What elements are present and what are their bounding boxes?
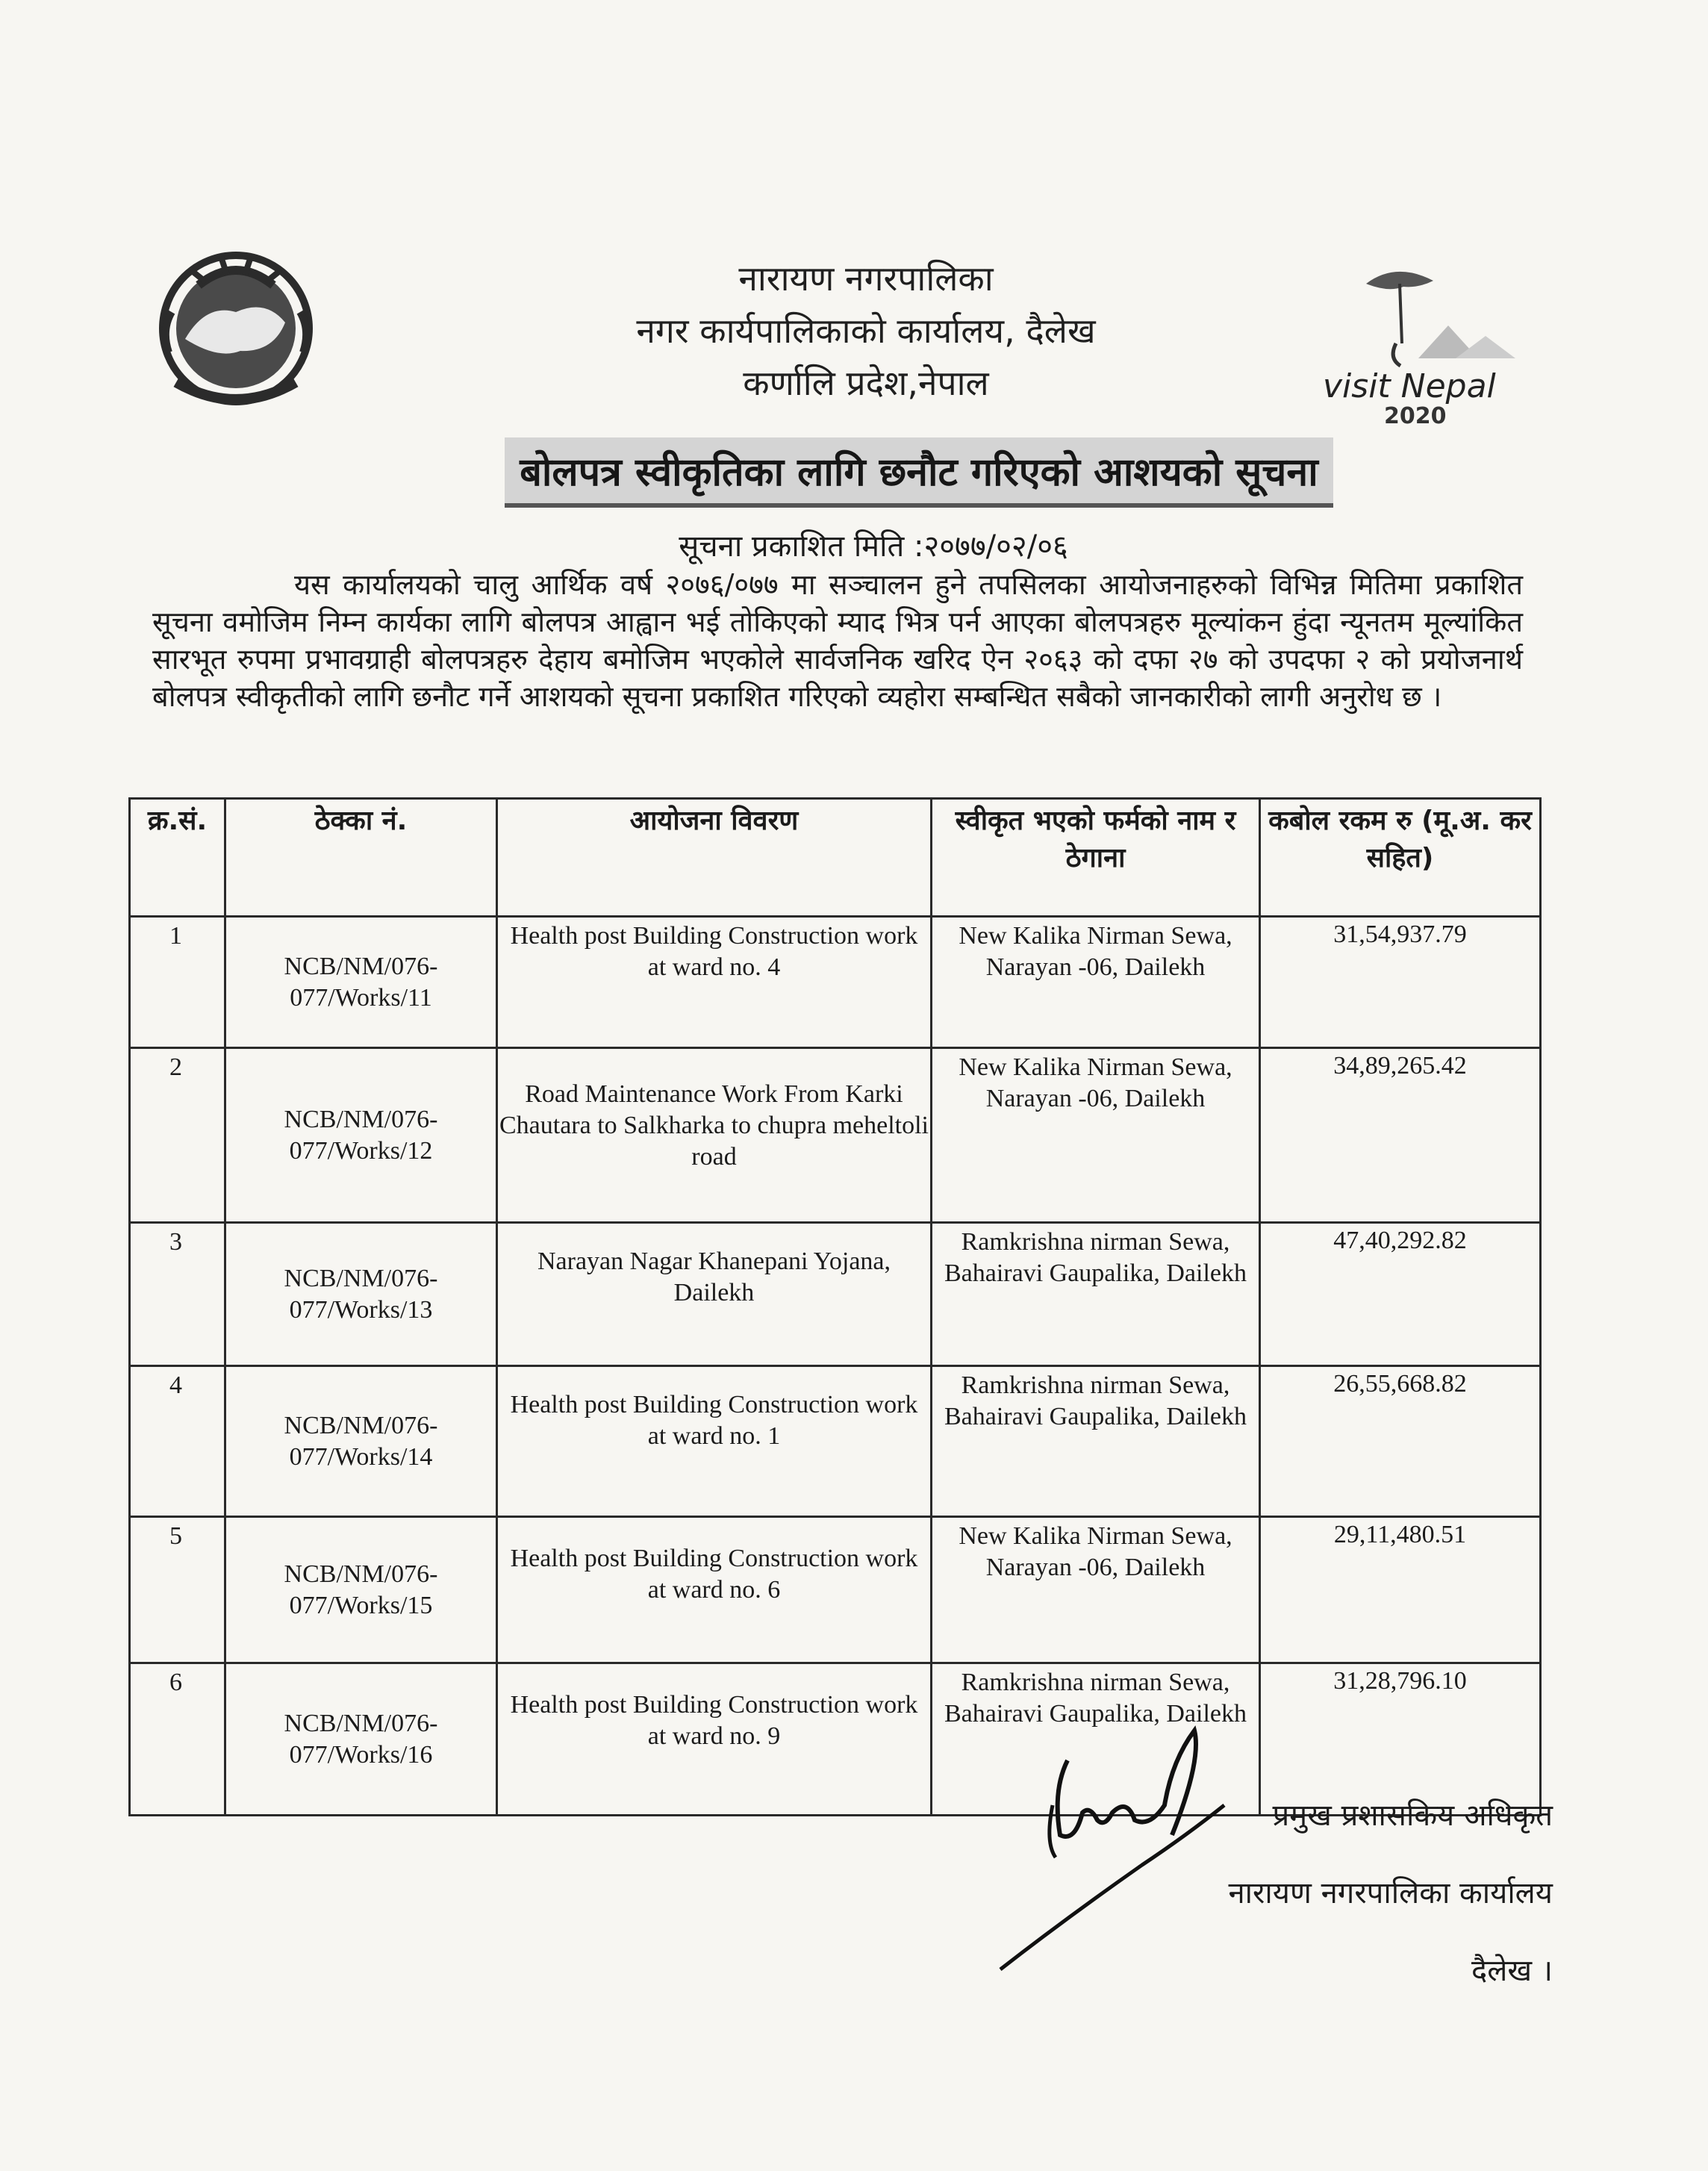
row-amount: 31,28,796.10 — [1260, 1663, 1541, 1816]
row-contract: NCB/NM/076-077/Works/15 — [225, 1517, 497, 1663]
visit-nepal-text: visit Nepal — [1323, 367, 1496, 405]
row-contract: NCB/NM/076-077/Works/12 — [225, 1048, 497, 1223]
row-amount: 26,55,668.82 — [1260, 1366, 1541, 1517]
notice-title: बोलपत्र स्वीकृतिका लागि छनौट गरिएको आशयको सूचना — [520, 449, 1318, 495]
row-amount: 47,40,292.82 — [1260, 1223, 1541, 1366]
bid-table — [128, 797, 1539, 1816]
row-description: Health post Building Construction work at ward no. 1 — [497, 1366, 932, 1517]
table-row — [130, 1517, 1541, 1663]
row-contract: NCB/NM/076-077/Works/13 — [225, 1223, 497, 1366]
row-sn: 6 — [130, 1663, 225, 1816]
row-contract: NCB/NM/076-077/Works/11 — [225, 917, 497, 1048]
header-firm: स्वीकृत भएको फर्मको नाम र ठेगाना — [932, 799, 1260, 917]
table-row — [130, 917, 1541, 1048]
row-firm: Ramkrishna nirman Sewa, Bahairavi Gaupalika, Dailekh — [932, 1663, 1260, 1816]
row-firm: Ramkrishna nirman Sewa, Bahairavi Gaupalika, Dailekh — [932, 1223, 1260, 1366]
notice-body: यस कार्यालयको चालु आर्थिक वर्ष २०७६/०७७ मा सञ्चालन हुने तपसिलका आयोजनाहरुको विभिन्न मितिमा प्रकाशित सूचना वमोजिम निम्न कार्यका लागि बोलपत्र आह्वान भई तोकिएको म्याद भित्र पर्न आएका बोलपत्रहरु मूल्यांकन हुंदा न्यूनतम मूल्यांकित सारभूत रुपमा प्रभावग्राही बोलपत्रहरु देहाय बमोजिम भएकोले सार्वजनिक खरिद ऐन २०६३ को दफा २७ को उपदफा २ को प्रयोजनार्थ बोलपत्र स्वीकृतीको लागि छनौट गर्ने आशयको सूचना प्रकाशित गरिएको व्यहोरा सम्बन्धित सबैको जानकारीको लागी अनुरोध छ । — [152, 568, 1523, 713]
row-sn: 5 — [130, 1517, 225, 1663]
umbrella-icon — [1306, 254, 1530, 373]
signatory-place: दैलेख । — [1471, 1954, 1553, 1988]
row-firm: New Kalika Nirman Sewa, Narayan -06, Dailekh — [932, 1048, 1260, 1223]
nepal-emblem-icon — [146, 240, 325, 412]
row-description: Narayan Nagar Khanepani Yojana, Dailekh — [497, 1223, 932, 1366]
row-firm: New Kalika Nirman Sewa, Narayan -06, Dailekh — [932, 1517, 1260, 1663]
header-contract: ठेक्का नं. — [225, 799, 497, 917]
row-firm: Ramkrishna nirman Sewa, Bahairavi Gaupalika, Dailekh — [932, 1366, 1260, 1517]
row-sn: 3 — [130, 1223, 225, 1366]
row-description: Road Maintenance Work From Karki Chautara to Salkharka to chupra meheltoli road — [497, 1048, 932, 1223]
table-header-row — [130, 799, 1541, 917]
row-description: Health post Building Construction work at ward no. 4 — [497, 917, 932, 1048]
header-amount: कबोल रकम रु (मू.अ. कर सहित) — [1260, 799, 1541, 917]
province-name: कर्णालि प्रदेश,नेपाल — [743, 363, 989, 403]
row-sn: 2 — [130, 1048, 225, 1223]
row-contract: NCB/NM/076-077/Works/16 — [225, 1663, 497, 1816]
row-amount: 31,54,937.79 — [1260, 917, 1541, 1048]
publication-date: सूचना प्रकाशित मिति :२०७७/०२/०६ — [679, 529, 1068, 564]
row-amount: 29,11,480.51 — [1260, 1517, 1541, 1663]
visit-nepal-logo — [1306, 254, 1530, 440]
municipality-name: नारायण नगरपालिका — [738, 258, 994, 299]
signature-block — [1165, 1777, 1553, 2010]
table-row — [130, 1223, 1541, 1366]
row-contract: NCB/NM/076-077/Works/14 — [225, 1366, 497, 1517]
signatory-designation: प्रमुख प्रशासकिय अधिकृत — [1272, 1798, 1553, 1833]
office-header — [448, 252, 1284, 409]
row-sn: 4 — [130, 1366, 225, 1517]
table-row — [130, 1048, 1541, 1223]
notice-title-box — [505, 437, 1333, 508]
row-amount: 34,89,265.42 — [1260, 1048, 1541, 1223]
row-description: Health post Building Construction work at ward no. 6 — [497, 1517, 932, 1663]
visit-nepal-year: 2020 — [1384, 403, 1447, 429]
row-description: Health post Building Construction work at ward no. 9 — [497, 1663, 932, 1816]
header-description: आयोजना विवरण — [497, 799, 932, 917]
row-firm: New Kalika Nirman Sewa, Narayan -06, Dailekh — [932, 917, 1260, 1048]
header-sn: क्र.सं. — [130, 799, 225, 917]
row-sn: 1 — [130, 917, 225, 1048]
signatory-office: नारायण नगरपालिका कार्यालय — [1228, 1876, 1553, 1910]
office-name: नगर कार्यपालिकाको कार्यालय, दैलेख — [636, 311, 1096, 351]
table-row — [130, 1366, 1541, 1517]
